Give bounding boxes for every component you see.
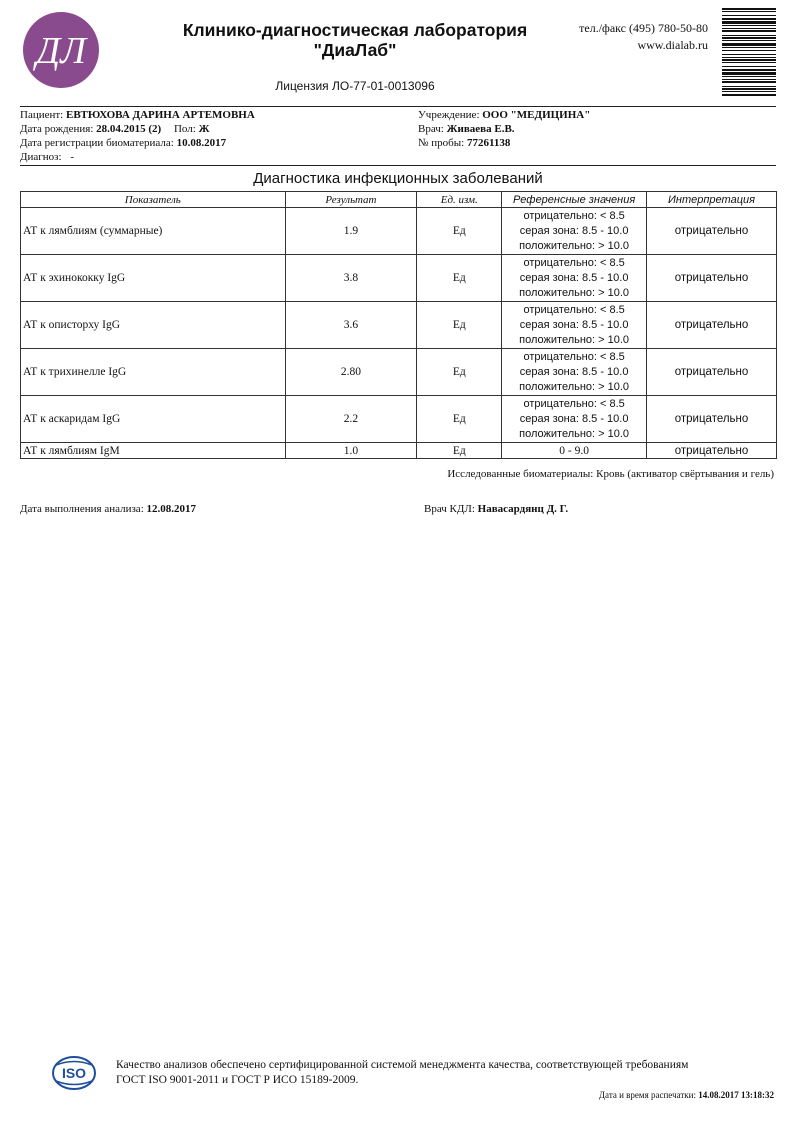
barcode-bar	[722, 11, 776, 12]
dob-label: Дата рождения:	[20, 123, 94, 135]
barcode-bar	[722, 37, 776, 39]
result-cell: 3.6	[285, 302, 417, 349]
contacts	[579, 20, 708, 54]
reference-cell	[502, 396, 647, 443]
license-number: Лицензия ЛО-77-01-0013096	[275, 79, 435, 93]
sample-label: № пробы:	[418, 137, 465, 149]
registration-label: Дата регистрации биоматериала:	[20, 137, 174, 149]
ref-positive: положительно: > 10.0	[519, 427, 630, 440]
barcode-bar	[722, 59, 776, 61]
lab-logo	[22, 11, 100, 89]
printed-label: Дата и время распечатки:	[598, 1090, 696, 1100]
registration-date: 10.08.2017	[176, 137, 227, 149]
indicator-cell: АТ к эхинококку IgG	[21, 255, 286, 302]
institution-label: Учреждение:	[418, 109, 480, 121]
result-cell: 1.0	[285, 443, 417, 459]
kdl-doctor-label: Врач КДЛ:	[424, 503, 475, 515]
institution-value: ООО "МЕДИЦИНА"	[482, 109, 591, 121]
ref-negative: отрицательно: < 8.5	[523, 209, 625, 222]
interpretation-cell: отрицательно	[647, 349, 777, 396]
table-row	[21, 443, 777, 459]
indicator-cell: АТ к описторху IgG	[21, 302, 286, 349]
header-result: Результат	[285, 192, 417, 208]
result-cell: 2.2	[285, 396, 417, 443]
doctor-label: Врач:	[418, 123, 444, 135]
reference-cell	[502, 349, 647, 396]
quality-statement	[116, 1058, 776, 1088]
lab-title-line2: "ДиаЛаб"	[313, 40, 397, 60]
ref-grey-zone: серая зона: 8.5 - 10.0	[519, 271, 629, 284]
barcode-bar	[722, 18, 776, 20]
kdl-doctor: Навасардянц Д. Г.	[477, 503, 569, 515]
header-reference: Референсные значения	[502, 192, 647, 208]
diagnosis-label: Диагноз:	[20, 151, 62, 163]
barcode-bar	[722, 35, 776, 36]
ref-grey-zone: серая зона: 8.5 - 10.0	[519, 412, 629, 425]
barcode-bar	[722, 81, 776, 83]
barcode-bar	[722, 76, 776, 77]
header-indicator: Показатель	[21, 192, 286, 208]
barcode-bar	[722, 79, 776, 80]
table-row	[21, 208, 777, 255]
ref-grey-zone: серая зона: 8.5 - 10.0	[519, 318, 629, 331]
interpretation-cell: отрицательно	[647, 396, 777, 443]
patient-dob-row	[20, 122, 209, 136]
barcode-bar	[722, 69, 776, 71]
analysis-date-label: Дата выполнения анализа:	[20, 503, 144, 515]
sex-label: Пол:	[173, 123, 196, 135]
interpretation-cell: отрицательно	[647, 255, 777, 302]
barcode-bar	[722, 72, 776, 75]
barcode-bar	[722, 66, 776, 67]
patient-name-label: Пациент:	[20, 109, 64, 121]
reference-cell: 0 - 9.0	[502, 443, 647, 459]
doctor-value: Живаева Е.В.	[446, 123, 515, 135]
doctor-row	[418, 122, 515, 136]
table-row	[21, 396, 777, 443]
unit-cell: Ед	[417, 255, 502, 302]
barcode-bar	[722, 88, 776, 90]
kdl-doctor-row	[424, 503, 568, 515]
barcode	[722, 8, 776, 96]
ref-positive: положительно: > 10.0	[519, 380, 630, 393]
barcode-bar	[722, 30, 776, 32]
unit-cell: Ед	[417, 302, 502, 349]
ref-negative: отрицательно: < 8.5	[523, 256, 625, 269]
header-interpretation: Интерпретация	[647, 192, 777, 208]
barcode-bar	[722, 15, 776, 16]
institution-row	[418, 108, 590, 122]
barcode-bar	[722, 25, 776, 26]
indicator-cell: АТ к трихинелле IgG	[21, 349, 286, 396]
ref-negative: отрицательно: < 8.5	[523, 397, 625, 410]
interpretation-cell: отрицательно	[647, 208, 777, 255]
barcode-bar	[722, 62, 776, 63]
table-row	[21, 349, 777, 396]
ref-negative: отрицательно: < 8.5	[523, 303, 625, 316]
patient-name-row	[20, 108, 255, 122]
sex-value: Ж	[198, 123, 210, 135]
indicator-cell: АТ к аскаридам IgG	[21, 396, 286, 443]
reference-cell	[502, 208, 647, 255]
ref-grey-zone: серая зона: 8.5 - 10.0	[519, 224, 629, 237]
result-cell: 3.8	[285, 255, 417, 302]
iso-logo-graphic	[52, 1056, 96, 1090]
barcode-bar	[722, 8, 776, 10]
table-row	[21, 302, 777, 349]
sample-row	[418, 136, 510, 150]
interpretation-cell: отрицательно	[647, 302, 777, 349]
barcode-bar	[722, 57, 776, 58]
patient-name: ЕВТЮХОВА ДАРИНА АРТЕМОВНА	[65, 109, 255, 121]
barcode-bar	[722, 21, 776, 24]
quality-line1: Качество анализов обеспечено сертифицированной системой менеджмента качества, соответствующей требованиям	[116, 1059, 689, 1071]
iso-logo-text: ISO	[61, 1065, 87, 1081]
ref-positive: положительно: > 10.0	[519, 239, 630, 252]
result-cell: 2.80	[285, 349, 417, 396]
phone-fax: тел./факс (495) 780-50-80	[579, 21, 708, 35]
interpretation-cell: отрицательно	[647, 443, 777, 459]
table-header-row	[21, 192, 777, 208]
barcode-bar	[722, 28, 776, 29]
indicator-cell: АТ к лямблиям IgM	[21, 443, 286, 459]
barcode-bar	[722, 43, 776, 46]
quality-line2: ГОСТ ISO 9001-2011 и ГОСТ Р ИСО 15189-2009.	[116, 1074, 359, 1086]
website: www.dialab.ru	[637, 38, 708, 52]
diagnosis-row	[20, 150, 74, 164]
barcode-bar	[722, 40, 776, 41]
ref-positive: положительно: > 10.0	[519, 286, 630, 299]
registration-row	[20, 136, 226, 150]
barcode-bar	[722, 54, 776, 55]
unit-cell: Ед	[417, 443, 502, 459]
table-row	[21, 255, 777, 302]
barcode-bar	[722, 91, 776, 92]
barcode-bar	[722, 86, 776, 87]
barcode-bar	[722, 50, 776, 51]
barcode-bar	[722, 47, 776, 48]
reference-cell	[502, 255, 647, 302]
result-cell: 1.9	[285, 208, 417, 255]
reference-cell	[502, 302, 647, 349]
printed-datetime-row	[599, 1090, 774, 1100]
info-divider	[20, 165, 776, 166]
lab-title-line1: Клинико-диагностическая лаборатория	[182, 20, 528, 40]
diagnosis-value: -	[70, 151, 74, 163]
header-divider	[20, 106, 776, 107]
dob-value: 28.04.2015 (2)	[96, 123, 162, 135]
unit-cell: Ед	[417, 208, 502, 255]
analysis-date-row	[20, 503, 196, 515]
ref-grey-zone: серая зона: 8.5 - 10.0	[519, 365, 629, 378]
header-unit: Ед. изм.	[417, 192, 502, 208]
iso-logo	[52, 1056, 96, 1090]
printed-datetime: 14.08.2017 13:18:32	[698, 1090, 774, 1100]
ref-negative: отрицательно: < 8.5	[523, 350, 625, 363]
lab-title	[150, 20, 560, 60]
analysis-date: 12.08.2017	[146, 503, 196, 515]
lab-logo-graphic	[22, 11, 100, 89]
ref-positive: положительно: > 10.0	[519, 333, 630, 346]
barcode-graphic	[722, 8, 776, 96]
section-title: Диагностика инфекционных заболеваний	[253, 170, 543, 187]
indicator-cell: АТ к лямблиям (суммарные)	[21, 208, 286, 255]
barcode-bar	[722, 94, 776, 96]
results-table	[20, 191, 777, 459]
unit-cell: Ед	[417, 349, 502, 396]
sample-number: 77261138	[466, 137, 511, 149]
biomaterial-note: Исследованные биоматериалы: Кровь (активатор свёртывания и гель)	[447, 468, 774, 480]
logo-text: ДЛ	[36, 30, 86, 72]
unit-cell: Ед	[417, 396, 502, 443]
